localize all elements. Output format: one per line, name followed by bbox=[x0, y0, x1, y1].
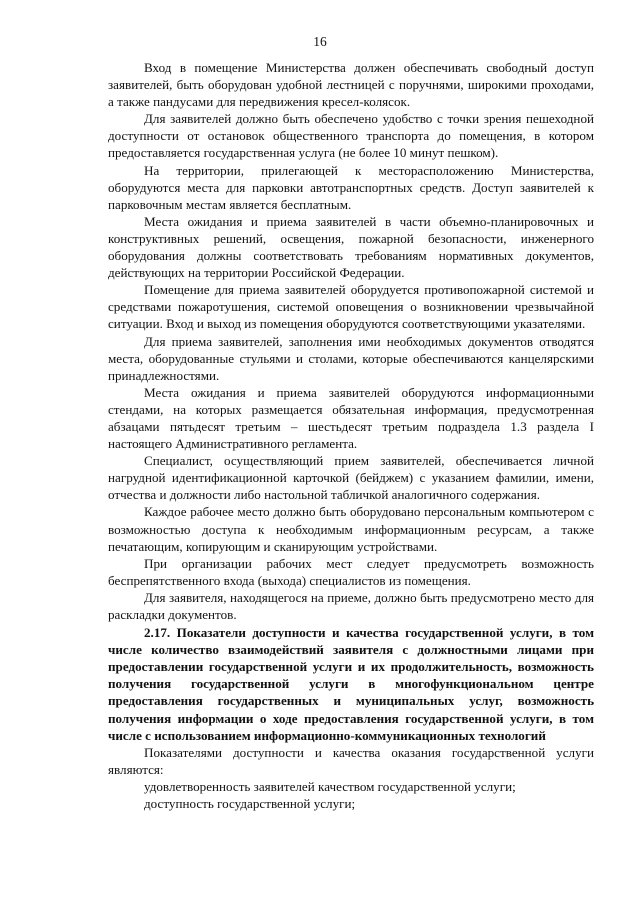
paragraph-documents-place: Для заявителя, находящегося на приеме, должно быть предусмотрено место для раскладки документов. bbox=[108, 589, 594, 622]
paragraph-badge: Специалист, осуществляющий прием заявителей, обеспечивается личной нагрудной идентификационной карточкой (бейджем) с указанием фамилии, имени, отчества и должности либо настольной табличкой аналогичного содержания. bbox=[108, 453, 594, 503]
section-heading-2-17: 2.17. Показатели доступности и качества государственной услуги, в том числе количество взаимодействий заявителя с должностными лицами при предоставлении государственной услуги и их продолжительность, возможность получения государственной услуги в многофункциональном центре предоставления государственных и муниципальных услуг, возможность получения информации о ходе предоставления государственной услуги, в том числе с использованием информационно-коммуникационных технологий bbox=[108, 625, 594, 743]
paragraph-free-access: При организации рабочих мест следует предусмотреть возможность беспрепятственного входа (выхода) специалистов из помещения. bbox=[108, 555, 594, 588]
paragraph-entrance: Вход в помещение Министерства должен обеспечивать свободный доступ заявителей, быть оборудован удобной лестницей с поручнями, широкими проходами, а также пандусами для передвижения кресел-колясок. bbox=[108, 60, 594, 110]
paragraph-workplace: Каждое рабочее место должно быть оборудовано персональным компьютером с возможностью доступа к необходимым информационным ресурсам, а также печатающим, копирующим и сканирующим устройствами. bbox=[108, 504, 594, 554]
list-item-satisfaction: удовлетворенность заявителей качеством государственной услуги; bbox=[144, 778, 516, 794]
paragraph-fire-safety: Помещение для приема заявителей оборудуется противопожарной системой и средствами пожаротушения, системой оповещения о возникновении чрезвычайной ситуации. Вход и выход из помещения оборудуются соответствующими указателями. bbox=[108, 282, 594, 332]
paragraph-info-stands: Места ожидания и приема заявителей оборудуются информационными стендами, на которых размещается обязательная информация, предусмотренная абзацами пятьдесят третьим – шестьдесят третьим подраздела 1.3 раздела I настоящего Административного регламента. bbox=[108, 384, 594, 452]
paragraph-parking: На территории, прилегающей к месторасположению Министерства, оборудуются места для парковки автотранспортных средств. Доступ заявителей к парковочным местам является бесплатным. bbox=[108, 162, 594, 212]
paragraph-waiting-areas: Места ожидания и приема заявителей в части объемно-планировочных и конструктивных решений, освещения, пожарной безопасности, инженерного оборудования должны соответствовать требованиям нормативных документов, действующих на территории Российской Федерации. bbox=[108, 213, 594, 281]
document-body bbox=[108, 59, 594, 812]
list-item-accessibility: доступность государственной услуги; bbox=[144, 796, 356, 812]
paragraph-walking-distance: Для заявителей должно быть обеспечено удобство с точки зрения пешеходной доступности от остановок общественного транспорта до помещения, в котором предоставляется государственная услуга (не более 10 минут пешком). bbox=[108, 111, 594, 161]
paragraph-indicators-intro: Показателями доступности и качества оказания государственной услуги являются: bbox=[108, 744, 594, 777]
page-number: 16 bbox=[313, 34, 327, 49]
paragraph-reception-places: Для приема заявителей, заполнения ими необходимых документов отводятся места, оборудованные стульями и столами, которые обеспечиваются канцелярскими принадлежностями. bbox=[108, 333, 594, 383]
